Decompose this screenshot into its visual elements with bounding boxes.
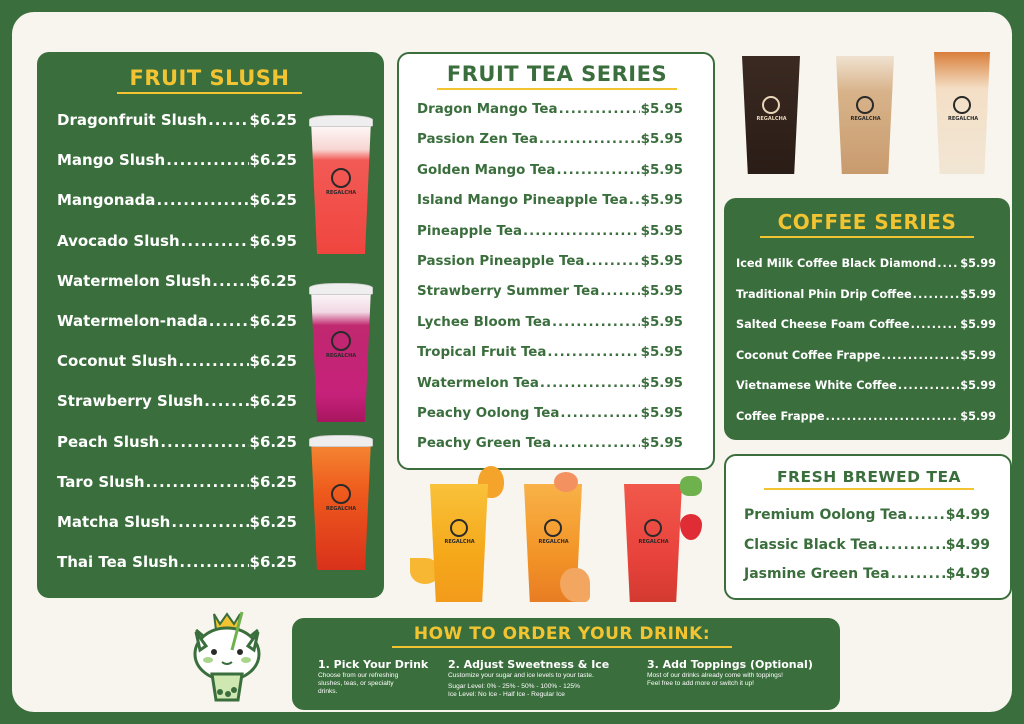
order-step-text: drinks. — [318, 688, 338, 695]
dot-leader — [552, 315, 640, 330]
order-step-text: slushes, teas, or specialty — [318, 680, 394, 687]
order-step-text: Customize your sugar and ice levels to your taste. — [448, 672, 594, 679]
menu-item-price: $6.25 — [249, 513, 297, 531]
order-step-text: Sugar Level: 0% - 25% - 50% - 100% - 125% — [448, 683, 580, 690]
order-step-2 — [448, 658, 638, 699]
menu-item-price: $5.95 — [640, 132, 683, 148]
menu-item-name: Avocado Slush — [57, 231, 180, 250]
menu-item — [736, 349, 996, 362]
order-step-text: Most of our drinks already come with toppings! — [647, 672, 783, 679]
menu-item — [744, 537, 990, 553]
dot-leader — [898, 379, 959, 392]
menu-item — [744, 566, 990, 582]
dragonfruit-drink-cup: REGALCHA — [311, 288, 371, 422]
menu-item-name: Salted Cheese Foam Coffee — [736, 318, 910, 331]
menu-item — [417, 193, 683, 208]
menu-item — [57, 433, 297, 451]
dot-leader — [560, 406, 639, 421]
menu-item-name: Dragonfruit Slush — [57, 111, 208, 129]
orange-fruit-drink-cup: REGALCHA — [311, 440, 371, 570]
fresh-brewed-panel — [724, 454, 1012, 600]
order-step-1 — [318, 658, 438, 696]
menu-item-name: Golden Mango Tea — [417, 162, 556, 178]
dot-leader — [585, 254, 639, 269]
menu-item-price: $6.25 — [249, 191, 297, 210]
dot-leader — [212, 272, 248, 290]
menu-item-name: Taro Slush — [57, 472, 145, 491]
menu-item — [736, 318, 996, 331]
menu-item-name: Premium Oolong Tea — [744, 507, 907, 523]
peach-fruit — [554, 472, 578, 492]
menu-item-name: Strawberry Slush — [57, 392, 204, 411]
peach-slice — [560, 568, 590, 602]
menu-item-price: $5.95 — [640, 162, 683, 178]
menu-item-price: $5.95 — [640, 375, 683, 391]
menu-item — [57, 473, 297, 491]
menu-item-name: Dragon Mango Tea — [417, 102, 558, 117]
fruit-tea-panel — [397, 52, 715, 470]
menu-item — [57, 272, 297, 290]
order-step-title: 2. Adjust Sweetness & Ice — [448, 658, 610, 671]
dot-leader — [629, 193, 640, 208]
dot-leader — [179, 352, 249, 370]
how-to-order-panel — [292, 618, 840, 710]
menu-item-price: $6.25 — [249, 432, 297, 451]
menu-item-name: Mangonada — [57, 191, 156, 210]
menu-item — [57, 111, 297, 129]
dot-leader — [208, 111, 248, 129]
menu-item — [417, 163, 683, 178]
dot-leader — [540, 376, 640, 391]
menu-item — [417, 436, 683, 451]
dot-leader — [179, 553, 248, 571]
menu-item-price: $4.99 — [945, 507, 990, 523]
dot-leader — [891, 566, 945, 582]
menu-item — [736, 379, 996, 392]
menu-item-name: Tropical Fruit Tea — [417, 345, 547, 361]
menu-item-price: $5.99 — [960, 409, 996, 423]
menu-item — [736, 410, 996, 423]
menu-item-name: Coffee Frappe — [736, 409, 825, 423]
order-step-text: Choose from our refreshing — [318, 672, 399, 679]
menu-item-price: $4.99 — [945, 536, 990, 553]
dot-leader — [209, 312, 249, 330]
menu-board — [12, 12, 1012, 712]
menu-item-price: $5.99 — [960, 318, 996, 331]
dot-leader — [556, 163, 639, 178]
strawberry-fruit — [680, 514, 702, 540]
menu-item — [57, 151, 297, 169]
menu-item-name: Classic Black Tea — [744, 536, 878, 553]
menu-item-price: $5.99 — [960, 257, 996, 270]
menu-item — [57, 513, 297, 531]
menu-item — [417, 254, 683, 269]
fruit-tea-title: FRUIT TEA SERIES — [437, 62, 677, 86]
menu-item — [417, 132, 683, 147]
menu-item-price: $5.95 — [640, 314, 683, 330]
strawberry-leaf — [680, 476, 702, 496]
menu-item-price: $4.99 — [945, 566, 990, 582]
menu-item-name: Pineapple Tea — [417, 223, 523, 239]
menu-item-price: $5.95 — [640, 345, 683, 361]
dot-leader — [552, 436, 639, 451]
coffee-series-panel — [724, 198, 1010, 440]
order-step-text: Feel free to add more or switch it up! — [647, 680, 755, 687]
menu-item-name: Vietnamese White Coffee — [736, 379, 897, 392]
menu-item-name: Watermelon Tea — [417, 375, 539, 391]
menu-item-price: $5.95 — [640, 223, 683, 239]
dot-leader — [825, 410, 959, 423]
order-step-title: 1. Pick Your Drink — [318, 658, 429, 671]
menu-item — [57, 352, 297, 370]
how-to-order-title: HOW TO ORDER YOUR DRINK: — [392, 624, 732, 644]
menu-item — [417, 102, 683, 117]
menu-item-name: Traditional Phin Drip Coffee — [736, 287, 912, 301]
dot-leader — [166, 151, 248, 169]
menu-item — [57, 553, 297, 571]
black-coffee-cup: REGALCHA — [742, 56, 800, 174]
coffee-series-title: COFFEE SERIES — [760, 210, 974, 234]
dot-leader — [523, 224, 640, 239]
milk-coffee-cup: REGALCHA — [836, 56, 894, 174]
menu-item-name: Matcha Slush — [57, 513, 171, 531]
dot-leader — [181, 232, 249, 250]
menu-item — [417, 284, 683, 299]
menu-item-price: $5.95 — [640, 284, 683, 300]
mango-tea-cup: REGALCHA — [430, 484, 488, 602]
menu-item-price: $5.95 — [640, 406, 683, 421]
dot-leader — [908, 507, 945, 523]
menu-item-name: Island Mango Pineapple Tea — [417, 193, 628, 209]
menu-item-price: $6.25 — [249, 352, 297, 371]
menu-item-name: Peachy Oolong Tea — [417, 406, 560, 421]
menu-item-price: $5.95 — [640, 436, 683, 452]
menu-item-price: $6.95 — [249, 231, 297, 250]
menu-item-name: Peachy Green Tea — [417, 436, 552, 452]
order-step-text: Ice Level: No Ice - Half Ice - Regular Ice — [448, 691, 565, 698]
menu-item-name: Coconut Coffee Frappe — [736, 348, 881, 362]
dot-leader — [600, 284, 639, 299]
menu-item — [57, 232, 297, 250]
dot-leader — [559, 102, 640, 117]
menu-item — [57, 392, 297, 410]
menu-item — [417, 315, 683, 330]
dot-leader — [204, 392, 248, 410]
menu-item — [744, 507, 990, 523]
menu-item-price: $6.25 — [249, 312, 297, 330]
dot-leader — [539, 132, 640, 147]
menu-item-name: Lychee Bloom Tea — [417, 314, 551, 330]
dot-leader — [160, 433, 248, 451]
menu-item-name: Watermelon-nada — [57, 312, 208, 330]
dot-leader — [937, 257, 959, 270]
dot-leader — [171, 513, 248, 531]
dragonfruit-slush-cup: REGALCHA — [311, 120, 371, 254]
menu-item — [417, 376, 683, 391]
menu-item-price: $5.99 — [960, 379, 996, 392]
dot-leader — [146, 473, 249, 491]
menu-item — [417, 224, 683, 239]
strawberry-tea-cup: REGALCHA — [624, 484, 682, 602]
fresh-brewed-title: FRESH BREWED TEA — [764, 468, 974, 486]
menu-item-price: $5.95 — [640, 102, 683, 117]
menu-item-name: Mango Slush — [57, 151, 166, 170]
menu-item — [57, 312, 297, 330]
menu-item — [57, 191, 297, 209]
menu-item-name: Coconut Slush — [57, 352, 178, 371]
order-step-title: 3. Add Toppings (Optional) — [647, 658, 813, 671]
menu-item-name: Passion Zen Tea — [417, 132, 538, 148]
dot-leader — [156, 191, 248, 209]
menu-item-price: $6.25 — [249, 111, 297, 129]
mascot-cat-icon — [186, 610, 268, 702]
dot-leader — [911, 318, 960, 331]
menu-item-price: $6.25 — [249, 472, 297, 491]
menu-item-price: $6.25 — [249, 151, 297, 170]
menu-item-name: Strawberry Summer Tea — [417, 284, 600, 300]
menu-item — [736, 257, 996, 270]
dot-leader — [878, 537, 945, 553]
coffee-frappe-cup: REGALCHA — [934, 52, 990, 174]
menu-item-name: Jasmine Green Tea — [744, 566, 890, 582]
menu-item-price: $5.95 — [640, 254, 683, 269]
menu-item-name: Iced Milk Coffee Black Diamond — [736, 257, 937, 270]
menu-item-name: Watermelon Slush — [57, 271, 212, 290]
menu-item-price: $6.25 — [249, 392, 297, 411]
fruit-slush-title: FRUIT SLUSH — [117, 66, 302, 90]
menu-item-name: Thai Tea Slush — [57, 553, 179, 572]
menu-item-price: $5.99 — [960, 287, 996, 301]
order-step-3 — [647, 658, 837, 688]
menu-item — [417, 406, 683, 421]
dot-leader — [881, 349, 959, 362]
menu-item-name: Passion Pineapple Tea — [417, 254, 585, 269]
dot-leader — [547, 345, 639, 360]
dot-leader — [913, 288, 960, 301]
menu-item-price: $6.25 — [249, 271, 297, 290]
menu-item-name: Peach Slush — [57, 432, 160, 451]
menu-item — [417, 345, 683, 360]
menu-item-price: $6.25 — [249, 553, 297, 572]
peach-tea-cup: REGALCHA — [524, 484, 582, 602]
menu-item-price: $5.95 — [640, 193, 683, 209]
menu-item — [736, 288, 996, 301]
menu-item-price: $5.99 — [960, 348, 996, 362]
